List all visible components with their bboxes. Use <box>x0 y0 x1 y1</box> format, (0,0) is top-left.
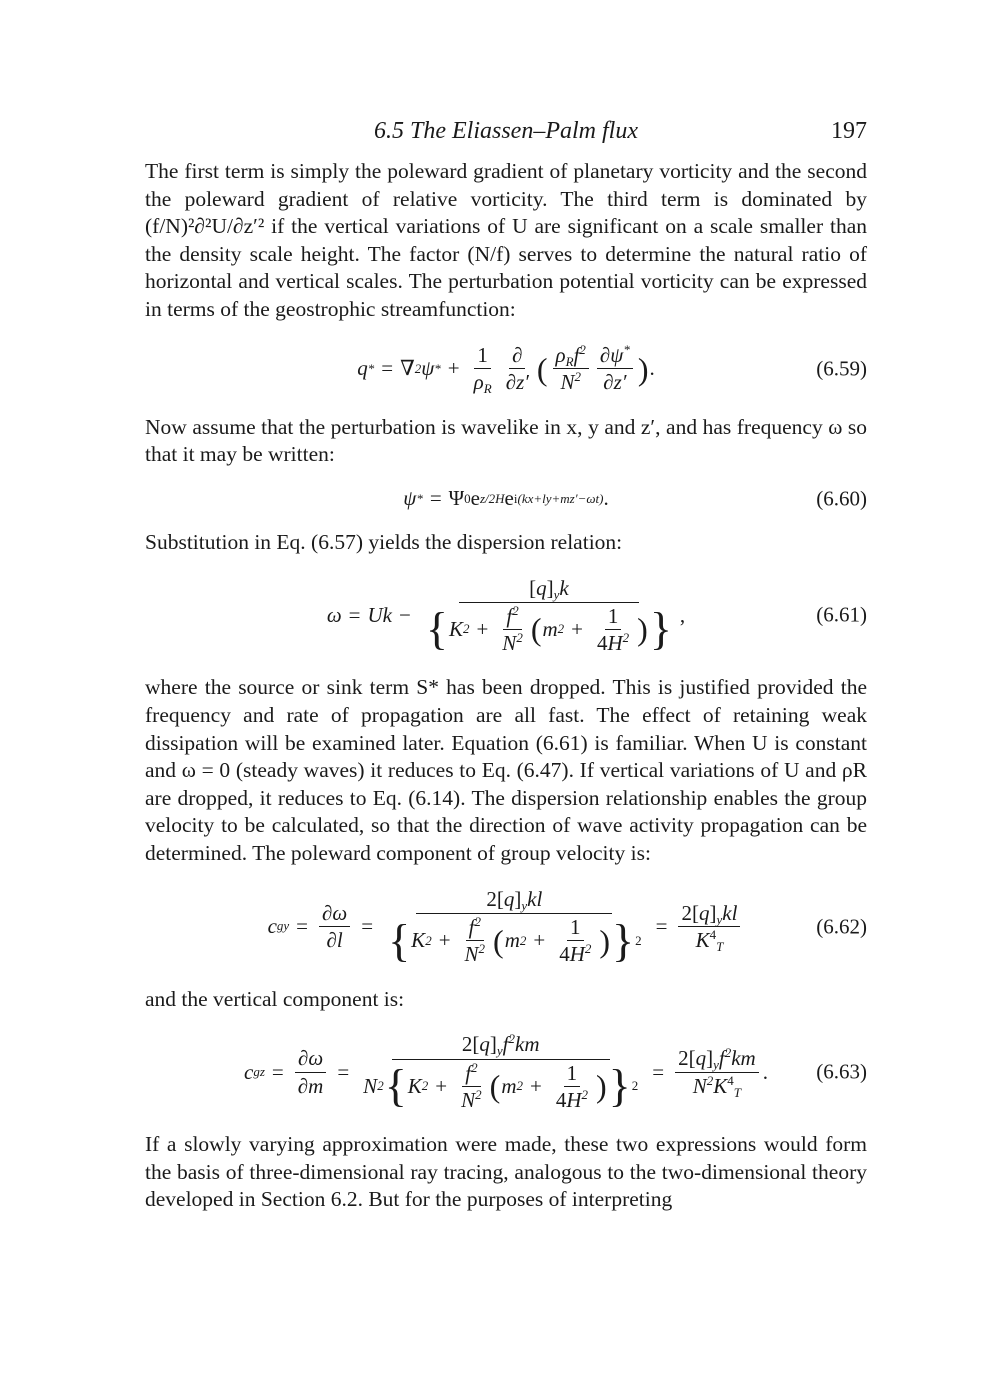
equation-number-6-61: (6.61) <box>816 602 867 627</box>
page-number: 197 <box>831 118 867 144</box>
running-title: 6.5 The Eliassen–Palm flux <box>374 118 638 144</box>
equation-number-6-63: (6.63) <box>816 1059 867 1084</box>
paragraph-1: The first term is simply the poleward gradient of planetary vorticity and the second the poleward gradient of relative vorticity. The third term is dominated by (f/N)²∂²U/∂z′² if the vertical variations of U are significant on a scale smaller than the density scale height. The factor (N/f) serves to determine the natural ratio of horizontal and vertical scales. The perturbation potential vorticity can be expressed in terms of the geostrophic streamfunction: <box>145 159 867 321</box>
paragraph-4: where the source or sink term S* has been dropped. This is justified provided the frequency and rate of propagation are all fast. The effect of retaining weak dissipation will be examined later. Equation (6.61) is familiar. When U is constant and ω = 0 (steady waves) it reduces to Eq. (6.47). If vertical variations of U and ρR are dropped, it reduces to Eq. (6.14). The dispersion relationship enables the group velocity to be calculated, so that the direction of wave activity propagation can be determined. The poleward component of group velocity is: <box>145 675 867 865</box>
equation-6-63 <box>145 1013 867 1131</box>
paragraph-2: Now assume that the perturbation is wavelike in x, y and z′, and has frequency ω so that it may be written: <box>145 414 867 467</box>
running-header <box>145 118 867 158</box>
equation-6-62-body: c gy = $\frac{\partial\omega}{\partial l}$ = $2[q]_ykl$ { K 2 + $\frac{f^2}{N^2}$ ( m 2 + $\frac{1}{4H^2}$ ) } 2 = $\frac{2[q]_ykl}{K^4_T}$ <box>268 887 745 966</box>
equation-6-63-body: c gz = $\frac{\partial\omega}{\partial m}$ = $2[q]_yf^2km$ N 2 { K 2 + $\frac{f^2}{N^2}$ ( m 2 + $\frac{1}{4H^2}$ ) } 2 = $\frac{2[q]_yf^2km}{N^2K^4_T}$ . <box>244 1031 768 1112</box>
equation-6-61-body: ω = Uk − $[q]_yk$ { K 2 + $\frac{f^2}{N^2}$ ( m 2 + $\frac{1}{4H^2}$ ) } , <box>326 575 686 655</box>
equation-6-60-body: ψ * = Ψ 0 e z/2H e i(kx+ly+mz′−ωt) . <box>403 486 609 511</box>
equation-number-6-59: (6.59) <box>816 356 867 381</box>
page <box>145 118 867 1214</box>
paragraph-5: and the vertical component is: <box>145 986 405 1011</box>
equation-6-59-body: q * = ∇ 2 ψ * + $\frac{1}{\rho_R}$ $\frac{\partial}{\partial z'}$ ( $\frac{\rho_Rf^2}{N^2}$ $\frac{\partial\psi^*}{\partial z'}$ ) . <box>357 341 655 397</box>
paragraph-3: Substitution in Eq. (6.57) yields the dispersion relation: <box>145 529 623 554</box>
equation-number-6-60: (6.60) <box>816 486 867 511</box>
paragraph-6: If a slowly varying approximation were made, these two expressions would form the basis of three-dimensional ray tracing, analogous to the two-dimensional theory developed in Section 6.2. But for the purposes of interpreting <box>145 1132 867 1212</box>
equation-number-6-62: (6.62) <box>816 914 867 938</box>
equation-6-60 <box>145 469 867 529</box>
equation-6-62 <box>145 868 867 986</box>
equation-6-61 <box>145 556 867 674</box>
equation-6-59 <box>145 324 867 414</box>
